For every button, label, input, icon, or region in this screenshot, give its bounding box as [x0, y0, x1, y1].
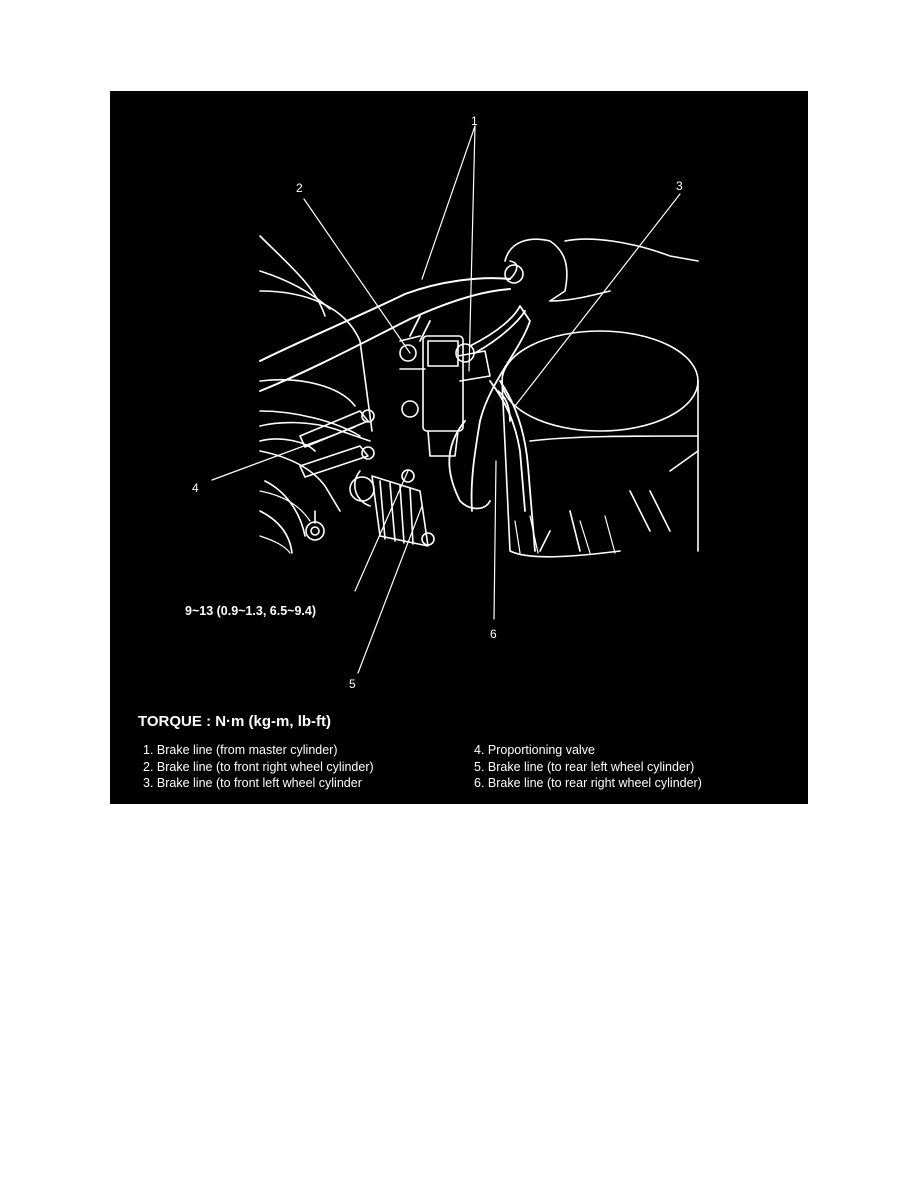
legend-item-5: 5. Brake line (to rear left wheel cylinder) — [474, 759, 695, 774]
legend-left — [143, 742, 374, 792]
legend-item-1: 1. Brake line (from master cylinder) — [143, 743, 338, 757]
callout-1: 1 — [471, 114, 478, 128]
callout-3: 3 — [676, 179, 683, 193]
left-cylinder-housing — [260, 236, 372, 451]
brake-line-illustration — [110, 91, 808, 804]
callout-6: 6 — [490, 627, 497, 641]
leader-lines — [212, 126, 680, 673]
legend-item-4: 4. Proportioning valve — [474, 743, 595, 757]
legend-item-3: 3. Brake line (to front left wheel cylinder — [143, 776, 362, 790]
callout-2: 2 — [296, 181, 303, 195]
diagram-figure — [110, 91, 808, 804]
master-cylinder — [505, 239, 698, 301]
legend-right — [474, 742, 702, 792]
torque-spec-label: 9~13 (0.9~1.3, 6.5~9.4) — [185, 604, 317, 618]
mounting-bracket — [260, 410, 374, 553]
legend-item-6: 6. Brake line (to rear right wheel cylinder) — [474, 776, 702, 790]
callout-5: 5 — [349, 677, 356, 691]
legend-item-2: 2. Brake line (to front right wheel cylinder) — [143, 759, 374, 774]
torque-title: TORQUE : N·m (kg-m, lb-ft) — [138, 713, 332, 730]
callout-4: 4 — [192, 481, 199, 495]
